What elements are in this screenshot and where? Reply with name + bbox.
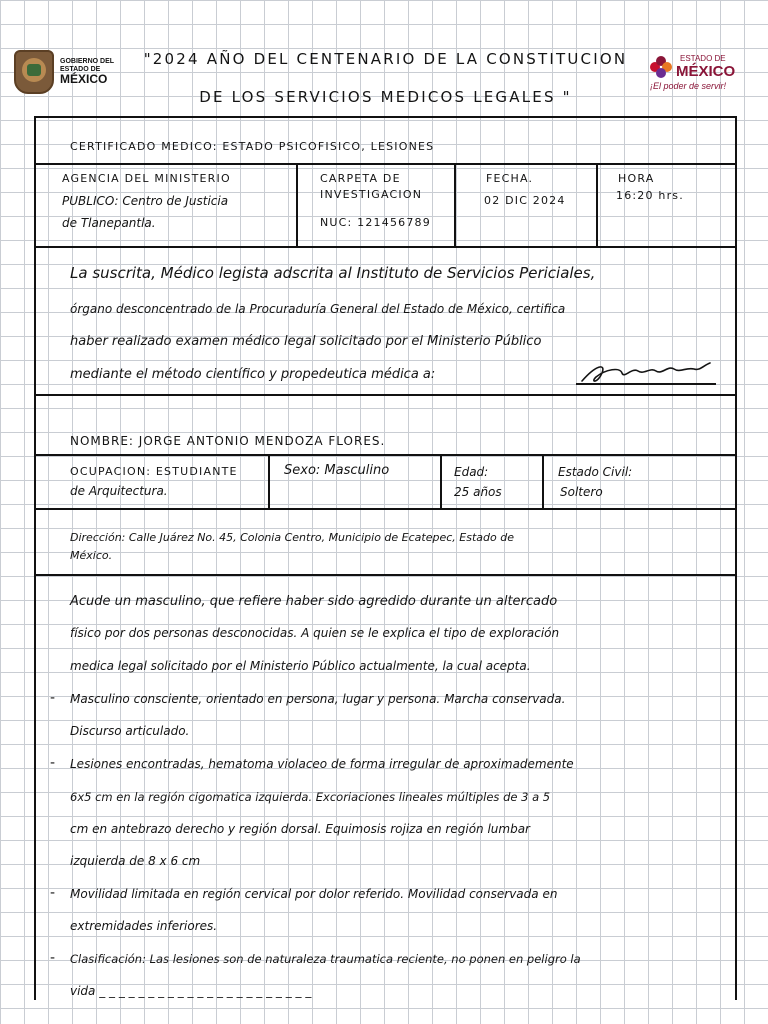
estado-civil-label: Estado Civil:: [558, 465, 633, 479]
estado-de-mexico-logo: [648, 52, 748, 98]
exam-line-4: Masculino consciente, orientado en persona, lugar y persona. Marcha conservada.: [70, 692, 566, 706]
agency-line-1: AGENCIA DEL MINISTERIO: [62, 172, 231, 185]
hora-value: 16:20 hrs.: [616, 189, 684, 202]
agency-line-3: de Tlanepantla.: [62, 216, 156, 230]
bullet-dash: -: [50, 690, 56, 706]
logo-mexico-text: MÉXICO: [676, 63, 736, 80]
gov-line-2: ESTADO DE: [60, 65, 101, 73]
row-divider: [34, 508, 737, 510]
bullet-dash: -: [50, 755, 56, 771]
edad-label: Edad:: [454, 465, 489, 479]
form-top-border: [34, 116, 737, 118]
exam-line-10: Movilidad limitada en región cervical por dolor referido. Movilidad conservada en: [70, 887, 558, 901]
carpeta-label-2: INVESTIGACION: [320, 188, 423, 201]
government-name: [60, 58, 114, 85]
exam-line-1: Acude un masculino, que refiere haber sido agredido durante un altercado: [70, 594, 558, 609]
intro-line-1: La suscrita, Médico legista adscrita al Instituto de Servicios Periciales,: [70, 264, 596, 282]
heading-line-1: "2024 AÑO DEL CENTENARIO DE LA CONSTITUCION: [143, 50, 628, 68]
hora-label: HORA: [618, 172, 655, 185]
exam-line-11: extremidades inferiores.: [70, 919, 218, 933]
exam-line-6: Lesiones encontradas, hematoma violaceo de forma irregular de aproximademente: [70, 757, 574, 771]
exam-line-9: izquierda de 8 x 6 cm: [70, 854, 201, 868]
exam-line-13: vida _ _ _ _ _ _ _ _ _ _ _ _ _ _ _ _ _ _ _ _ _ _: [70, 984, 312, 998]
fecha-value: 02 DIC 2024: [484, 194, 566, 207]
row-divider: [34, 246, 737, 248]
exam-line-2: físico por dos personas desconocidas. A quien se le explica el tipo de exploración: [70, 626, 560, 640]
exam-line-8: cm en antebrazo derecho y región dorsal. Equimosis rojiza en región lumbar: [70, 822, 530, 836]
heading-line-2: DE LOS SERVICIOS MEDICOS LEGALES ": [199, 88, 572, 106]
carpeta-number: NUC: 121456789: [320, 216, 431, 229]
direccion-line-2: México.: [70, 549, 113, 562]
fecha-label: FECHA.: [486, 172, 534, 185]
ocupacion-line-2: de Arquitectura.: [70, 484, 168, 498]
intro-line-3: haber realizado examen médico legal solicitado por el Ministerio Público: [70, 334, 542, 349]
col-divider: [542, 454, 544, 509]
row-divider: [34, 394, 737, 396]
col-divider: [268, 454, 270, 509]
state-government-logo: [14, 46, 126, 98]
flower-icon: [650, 56, 672, 78]
bullet-dash: -: [50, 885, 56, 901]
ocupacion-line-1: OCUPACION: ESTUDIANTE: [70, 465, 238, 478]
gov-line-3: MÉXICO: [60, 72, 108, 87]
signature-mark: [576, 359, 716, 387]
col-divider: [296, 163, 298, 247]
row-divider: [34, 574, 737, 576]
exam-line-3: medica legal solicitado por el Ministerio Público actualmente, la cual acepta.: [70, 659, 531, 673]
carpeta-label-1: CARPETA DE: [320, 172, 401, 185]
bullet-dash: -: [50, 950, 56, 966]
exam-line-7: 6x5 cm en la región cigomatica izquierda. Excoriaciones lineales múltiples de 3 a 5: [70, 790, 551, 804]
logo-slogan: ¡El poder de servir!: [650, 81, 727, 91]
direccion-line-1: Dirección: Calle Juárez No. 45, Colonia Centro, Municipio de Ecatepec, Estado de: [70, 531, 514, 544]
edad-value: 25 años: [454, 485, 502, 499]
gov-line-1: GOBIERNO DEL: [60, 58, 115, 66]
coat-of-arms-icon: [14, 50, 54, 94]
intro-line-2: órgano desconcentrado de la Procuraduría General del Estado de México, certifica: [70, 302, 566, 316]
estado-civil-value: Soltero: [560, 485, 603, 499]
col-divider: [596, 163, 598, 247]
agency-line-2: PUBLICO: Centro de Justicia: [62, 194, 229, 208]
sexo: Sexo: Masculino: [284, 463, 390, 478]
signature: [576, 359, 716, 387]
intro-line-4: mediante el método científico y propedeutica médica a:: [70, 367, 436, 382]
document-heading: [128, 40, 643, 116]
exam-line-12: Clasificación: Las lesiones son de naturaleza traumatica reciente, no ponen en peligro la: [70, 952, 581, 966]
certificate-title: CERTIFICADO MEDICO: ESTADO PSICOFISICO, LESIONES: [70, 140, 435, 153]
logo-estado-text: ESTADO DE: [680, 54, 726, 63]
col-divider: [440, 454, 442, 509]
col-divider: [454, 163, 456, 247]
exam-line-5: Discurso articulado.: [70, 724, 190, 738]
row-divider: [34, 163, 737, 165]
row-divider: [34, 454, 737, 456]
nombre: NOMBRE: JORGE ANTONIO MENDOZA FLORES.: [70, 434, 386, 448]
